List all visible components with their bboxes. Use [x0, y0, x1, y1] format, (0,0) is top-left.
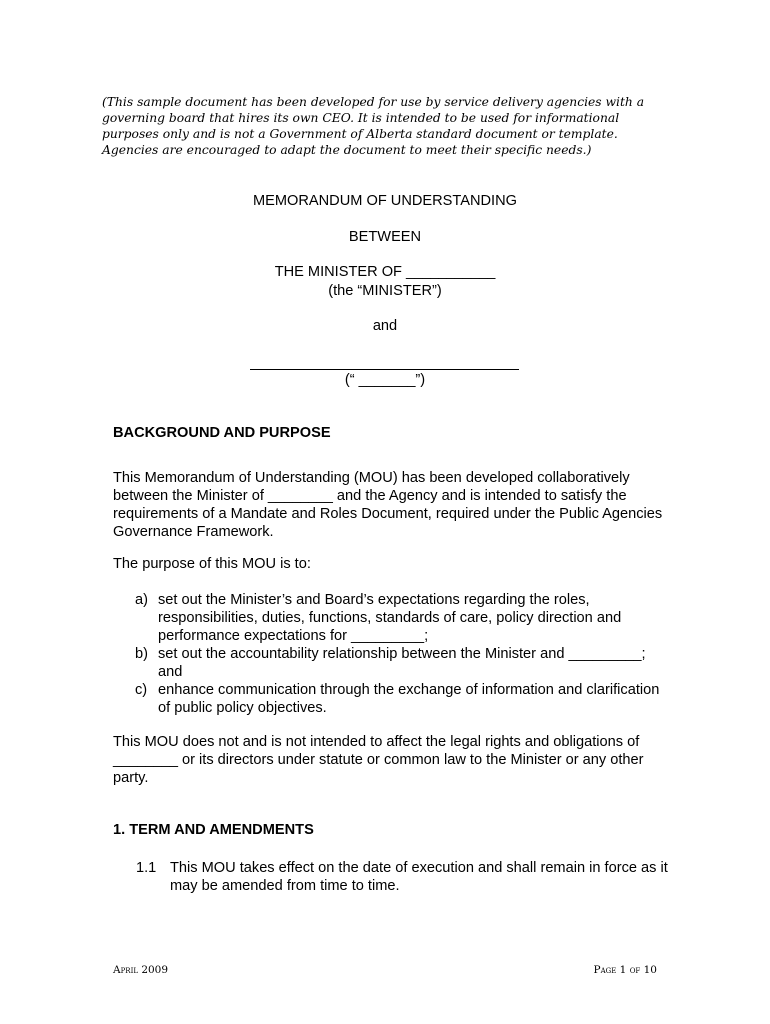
purpose-list	[113, 591, 673, 717]
list-item	[113, 591, 673, 645]
background-paragraph-1: This Memorandum of Understanding (MOU) has been developed collaboratively between the Minister of ________ and the Agency and is intended to satisfy the requirements of a Mandate and Roles Document, required under the Public Agencies Governance Framework.	[113, 470, 663, 540]
party2-alias: (“ _______”)	[344, 372, 426, 388]
list-item-text: enhance communication through the exchange of information and clarification of public policy objectives.	[158, 682, 660, 716]
section-item-text: This MOU takes effect on the date of execution and shall remain in force as it may be amended from time to time.	[170, 860, 668, 894]
party1-line: THE MINISTER OF ___________	[274, 264, 496, 280]
section1-heading: 1. TERM AND AMENDMENTS	[113, 822, 314, 838]
list-item-text: set out the accountability relationship between the Minister and _________; and	[158, 646, 646, 680]
party2-blank-line	[250, 369, 519, 370]
party1-alias: (the “MINISTER”)	[328, 283, 442, 299]
between-label: BETWEEN	[348, 229, 422, 245]
footer-page-number: Page 1 of 10	[593, 964, 657, 976]
list-item-text: set out the Minister’s and Board’s expectations regarding the roles, responsibilities, duties, functions, standards of care, policy direction and performance expectations for _________;	[158, 592, 622, 644]
section-item-number: 1.1	[136, 860, 157, 876]
background-paragraph-2: The purpose of this MOU is to:	[113, 556, 311, 572]
list-marker: b)	[135, 646, 148, 662]
and-label: and	[372, 318, 398, 334]
list-marker: c)	[135, 682, 148, 698]
list-item	[113, 681, 673, 717]
section1-item	[136, 859, 676, 895]
background-paragraph-3: This MOU does not and is not intended to affect the legal rights and obligations of ________ or its directors under statute or common law to the Minister or any other party.	[113, 734, 644, 786]
list-item	[113, 645, 673, 681]
document-title: MEMORANDUM OF UNDERSTANDING	[252, 193, 518, 209]
list-marker: a)	[135, 592, 148, 608]
background-heading: BACKGROUND AND PURPOSE	[113, 425, 331, 441]
footer-date: April 2009	[113, 964, 169, 976]
intro-note: (This sample document has been developed for use by service delivery agencies with a governing board that hires its own CEO. It is intended to be used for informational purposes only and is not a Government of Alberta standard document or template. Agencies are encouraged to adapt the document to meet their specific needs.)	[102, 95, 645, 157]
